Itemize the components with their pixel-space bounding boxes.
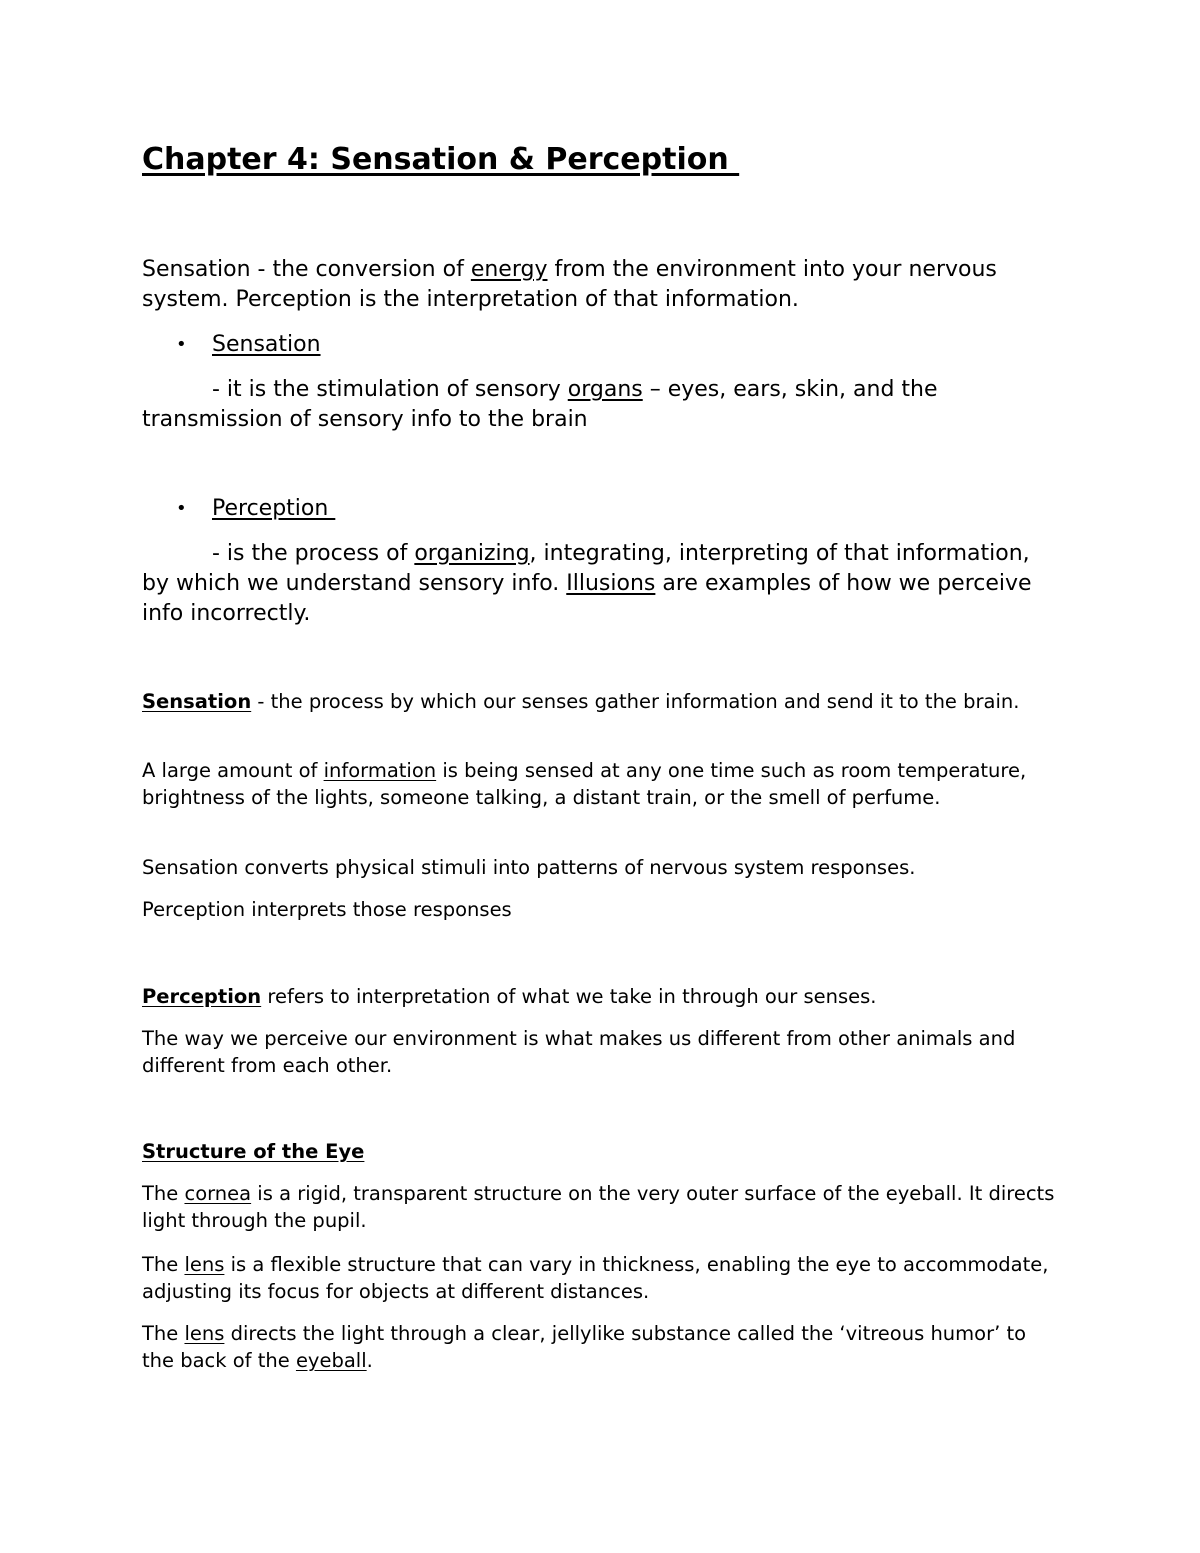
term-illusions: Illusions bbox=[566, 571, 656, 596]
eye-p2-lead: The bbox=[142, 1253, 185, 1276]
term-organs: organs bbox=[567, 377, 643, 402]
eye-p1-lead: The bbox=[142, 1182, 185, 1205]
sensation-definition-text: - the process by which our senses gather information and send it to the brain. bbox=[251, 690, 1020, 713]
bullet-perception-dash: - is the process of bbox=[212, 541, 415, 566]
bullet-sensation-rest: – eyes, ears, skin, and the transmission of sensory info to the brain bbox=[142, 377, 938, 432]
sensation-paragraph-3: Sensation converts physical stimuli into patterns of nervous system responses. bbox=[142, 856, 916, 879]
eye-p1-rest: is a rigid, transparent structure on the very outer surface of the eyeball. It directs light through the pupil. bbox=[142, 1182, 1055, 1232]
term-information: information bbox=[323, 759, 437, 782]
sensation-definition bbox=[142, 688, 1062, 715]
term-energy: energy bbox=[470, 257, 548, 282]
term-organizing: organizing bbox=[414, 541, 530, 566]
perception-paragraph-2: The way we perceive our environment is what makes us different from other animals and different from each other. bbox=[142, 1027, 1016, 1077]
bullet-glyph: • bbox=[176, 334, 187, 355]
sensation-p2-rest: is being sensed at any one time such as room temperature, brightness of the lights, someone talking, a distant train, or the smell of perfume. bbox=[142, 759, 1027, 809]
term-cornea: cornea bbox=[184, 1182, 252, 1205]
term-lens-2: lens bbox=[184, 1322, 225, 1345]
intro-rest: from the environment into your nervous system. Perception is the interpretation of that information. bbox=[142, 257, 997, 312]
bullet-glyph: • bbox=[176, 498, 187, 519]
perception-definition-text: refers to interpretation of what we take in through our senses. bbox=[261, 985, 877, 1008]
sensation-paragraph-4: Perception interprets those responses bbox=[142, 898, 512, 921]
eye-p3-lead: The bbox=[142, 1322, 185, 1345]
term-eyeball: eyeball bbox=[295, 1349, 367, 1372]
term-lens: lens bbox=[184, 1253, 225, 1276]
eye-p3-mid: directs the light through a clear, jellylike substance called the ‘vitreous humor’ to the back of the bbox=[142, 1322, 1027, 1372]
intro-lead: Sensation - the conversion of bbox=[142, 257, 471, 282]
bullet-perception-rest: are examples of how we perceive info incorrectly. bbox=[142, 571, 1032, 626]
eye-p3-rest: . bbox=[366, 1349, 373, 1372]
bullet-perception-mid: , integrating, interpreting of that information, by which we understand sensory info. bbox=[142, 541, 1030, 596]
intro-paragraph bbox=[142, 255, 1062, 315]
eye-paragraph-lens bbox=[142, 1251, 1062, 1305]
perception-heading: Perception bbox=[142, 985, 262, 1008]
bullet-label-perception: Perception bbox=[212, 496, 336, 521]
document-page bbox=[142, 0, 1062, 1553]
bullet-label-sensation: Sensation bbox=[212, 332, 321, 357]
sensation-p2-lead: A large amount of bbox=[142, 759, 324, 782]
eye-section-heading bbox=[142, 1138, 1062, 1165]
bullet-sensation-dash: - it is the stimulation of sensory bbox=[212, 377, 568, 402]
eye-paragraph-vitreous bbox=[142, 1320, 1062, 1374]
eye-paragraph-cornea bbox=[142, 1180, 1062, 1234]
eye-heading-text: Structure of the Eye bbox=[142, 1140, 365, 1163]
page-title: Chapter 4: Sensation & Perception bbox=[142, 142, 740, 177]
bullet-sensation-desc bbox=[142, 375, 1062, 435]
sensation-paragraph-2 bbox=[142, 757, 1062, 811]
perception-definition bbox=[142, 983, 1062, 1010]
sensation-heading: Sensation bbox=[142, 690, 252, 713]
bullet-perception-desc bbox=[142, 539, 1062, 629]
eye-p2-rest: is a flexible structure that can vary in thickness, enabling the eye to accommodate, adjusting its focus for objects at different distances. bbox=[142, 1253, 1049, 1303]
